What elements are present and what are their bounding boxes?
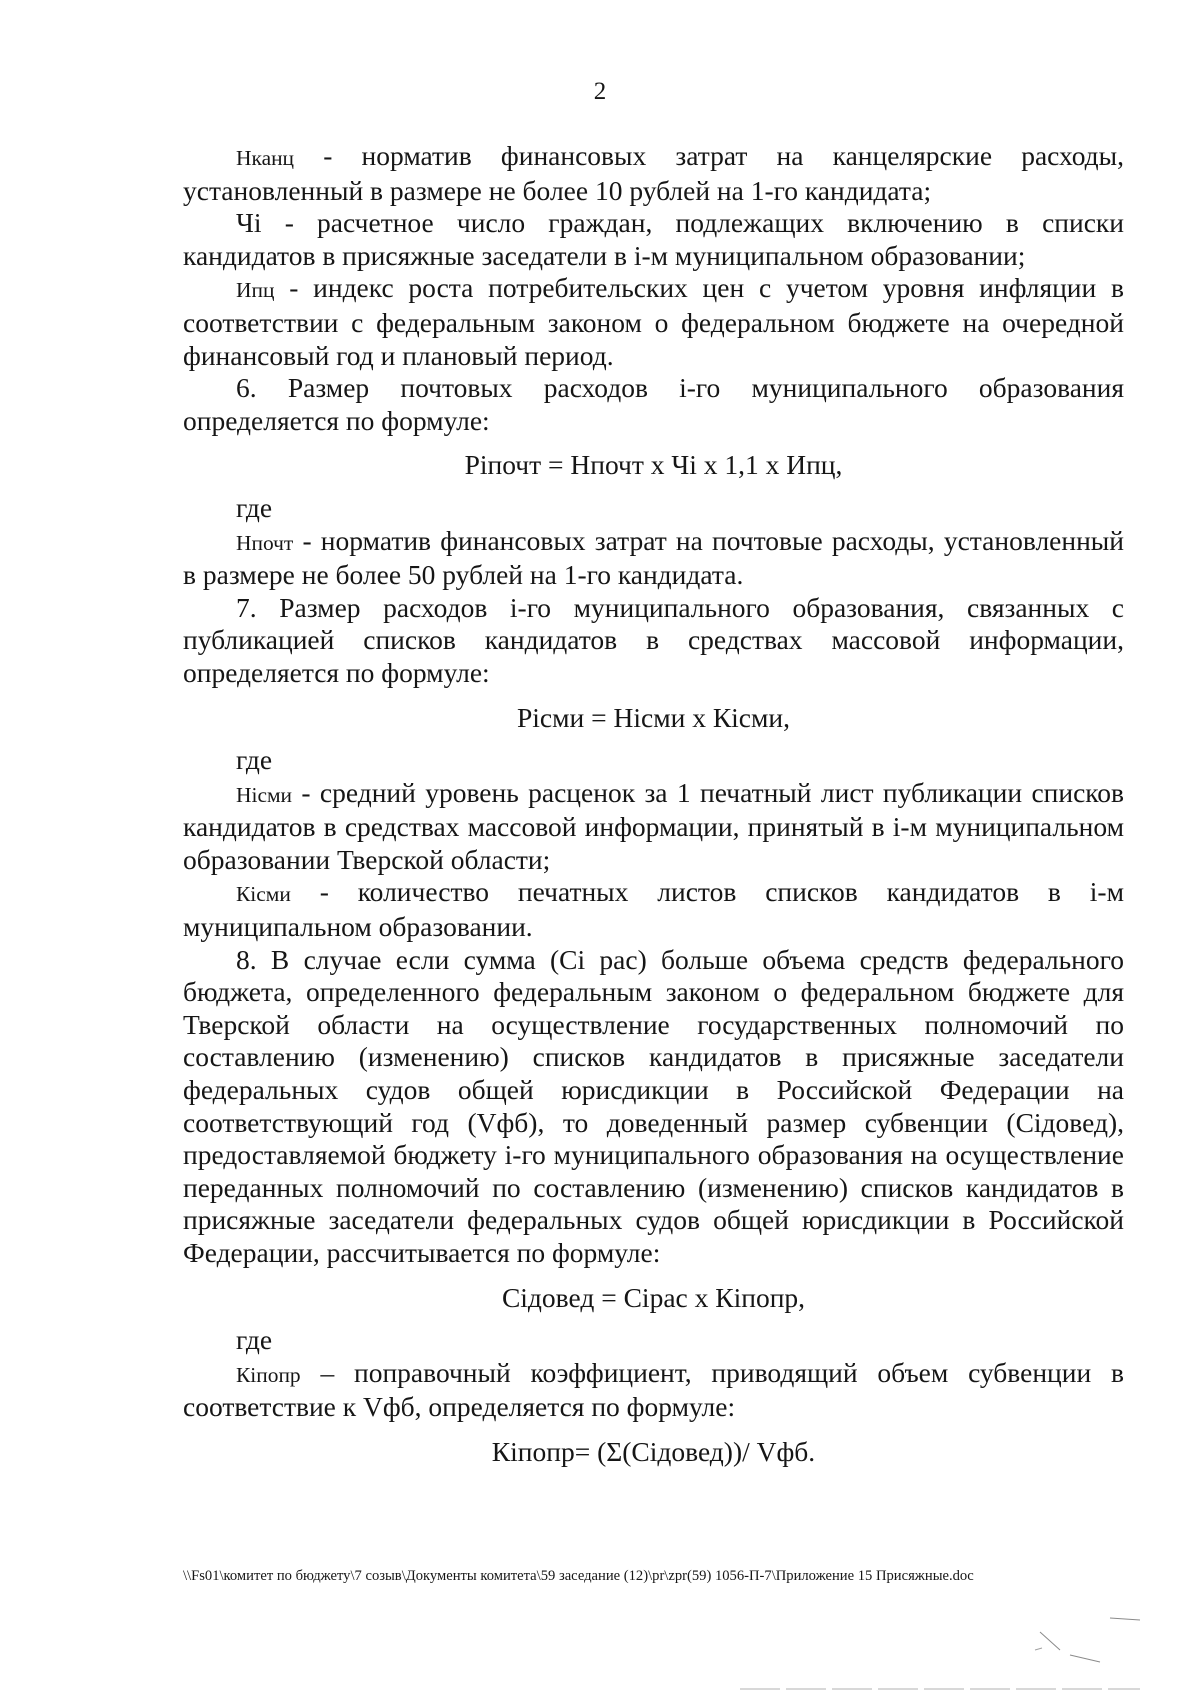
term-npocht: Нпочт (236, 530, 294, 555)
term-ipc: Ипц (236, 278, 275, 303)
text-item-8: 8. В случае если сумма (Сі рас) больше объема средств федерального бюджета, определенного федеральным законом о федеральном бюджете для Тверской области на осуществление государственных полномочий по составлению (изменению) списков кандидатов в присяжные заседатели федеральных судов общей юрисдикции в Российской Федерации на соответствующий год (Vфб), то доведенный размер субвенции (Сідовед), предоставляемой бюджету і-го муниципального образования на осуществление переданных полномочий по составлению (изменению) списков кандидатов в присяжные заседатели федеральных судов общей юрисдикции в Российской Федерации, рассчитывается по формуле: (183, 943, 1124, 1268)
where-label: где (236, 1324, 273, 1356)
formula-ripocht: Ріпочт = Нпочт х Чі х 1,1 х Ипц, (464, 449, 843, 481)
paragraph-item-7 (183, 592, 1124, 690)
paragraph-ipc (183, 272, 1124, 372)
text-ipc: - индекс роста потребительских цен с учетом уровня инфляции в соответствии с федеральным законом о федеральном бюджете на очередной финансовый год и плановый период. (183, 272, 1124, 371)
formula-rismi: Рісми = Нісми х Кісми, (516, 701, 791, 733)
paragraph-kipopr (183, 1357, 1124, 1424)
document-body (183, 140, 1124, 1479)
term-nismi: Нісми (236, 782, 292, 807)
term-nkanc: Нканц (236, 146, 295, 170)
term-kismi: Кісми (236, 882, 291, 907)
where-label: где (236, 491, 273, 523)
term-chi: Чі (236, 207, 262, 239)
text-item-6: 6. Размер почтовых расходов і-го муниципального образования определяется по формуле: (183, 372, 1124, 436)
paragraph-chi (183, 207, 1124, 272)
paragraph-npocht (183, 525, 1124, 592)
text-chi: - расчетное число граждан, подлежащих включению в списки кандидатов в присяжные заседатели в і-м муниципальном образовании; (183, 207, 1124, 271)
text-nismi: - средний уровень расценок за 1 печатный лист публикации списков кандидатов в средствах массовой информации, принятый в і-м муниципальном образовании Тверской области; (183, 776, 1124, 875)
scan-artifact-marks (1030, 1610, 1150, 1670)
formula-kipopr: Кіпопр= (Σ(Сідовед))/ Vфб. (491, 1435, 816, 1467)
paragraph-item-8 (183, 944, 1124, 1270)
text-kipopr: – поправочный коэффициент, приводящий объем субвенции в соответствие к Vфб, определяется по формуле: (183, 1356, 1124, 1423)
paragraph-nismi (183, 777, 1124, 877)
term-kipopr: Кіпопр (236, 1362, 301, 1387)
footer-file-path: \\Fs01\комитет по бюджету\7 созыв\Документы комитета\59 заседание (12)\pr\zpr(59) 1056-П-7\Приложение 15 Присяжные.doc (183, 1568, 974, 1584)
text-item-7: 7. Размер расходов і-го муниципального образования, связанных с публикацией списков кандидатов в средствах массовой информации, определяется по формуле: (183, 591, 1124, 688)
paragraph-nkanc (183, 140, 1124, 207)
paragraph-kismi (183, 876, 1124, 943)
text-nkanc: - норматив финансовых затрат на канцелярские расходы, установленный в размере не более 10 рублей на 1-го кандидата; (183, 140, 1124, 206)
scan-bottom-line (740, 1686, 1140, 1692)
paragraph-item-6 (183, 372, 1124, 437)
text-npocht: - норматив финансовых затрат на почтовые расходы, установленный в размере не более 50 рублей на 1-го кандидата. (183, 524, 1124, 591)
page-number: 2 (593, 78, 607, 105)
text-kismi: - количество печатных листов списков кандидатов в і-м муниципальном образовании. (183, 876, 1124, 943)
where-label: где (236, 744, 273, 776)
formula-sidoved: Сідовед = Сірас х Кіпопр, (501, 1281, 806, 1313)
